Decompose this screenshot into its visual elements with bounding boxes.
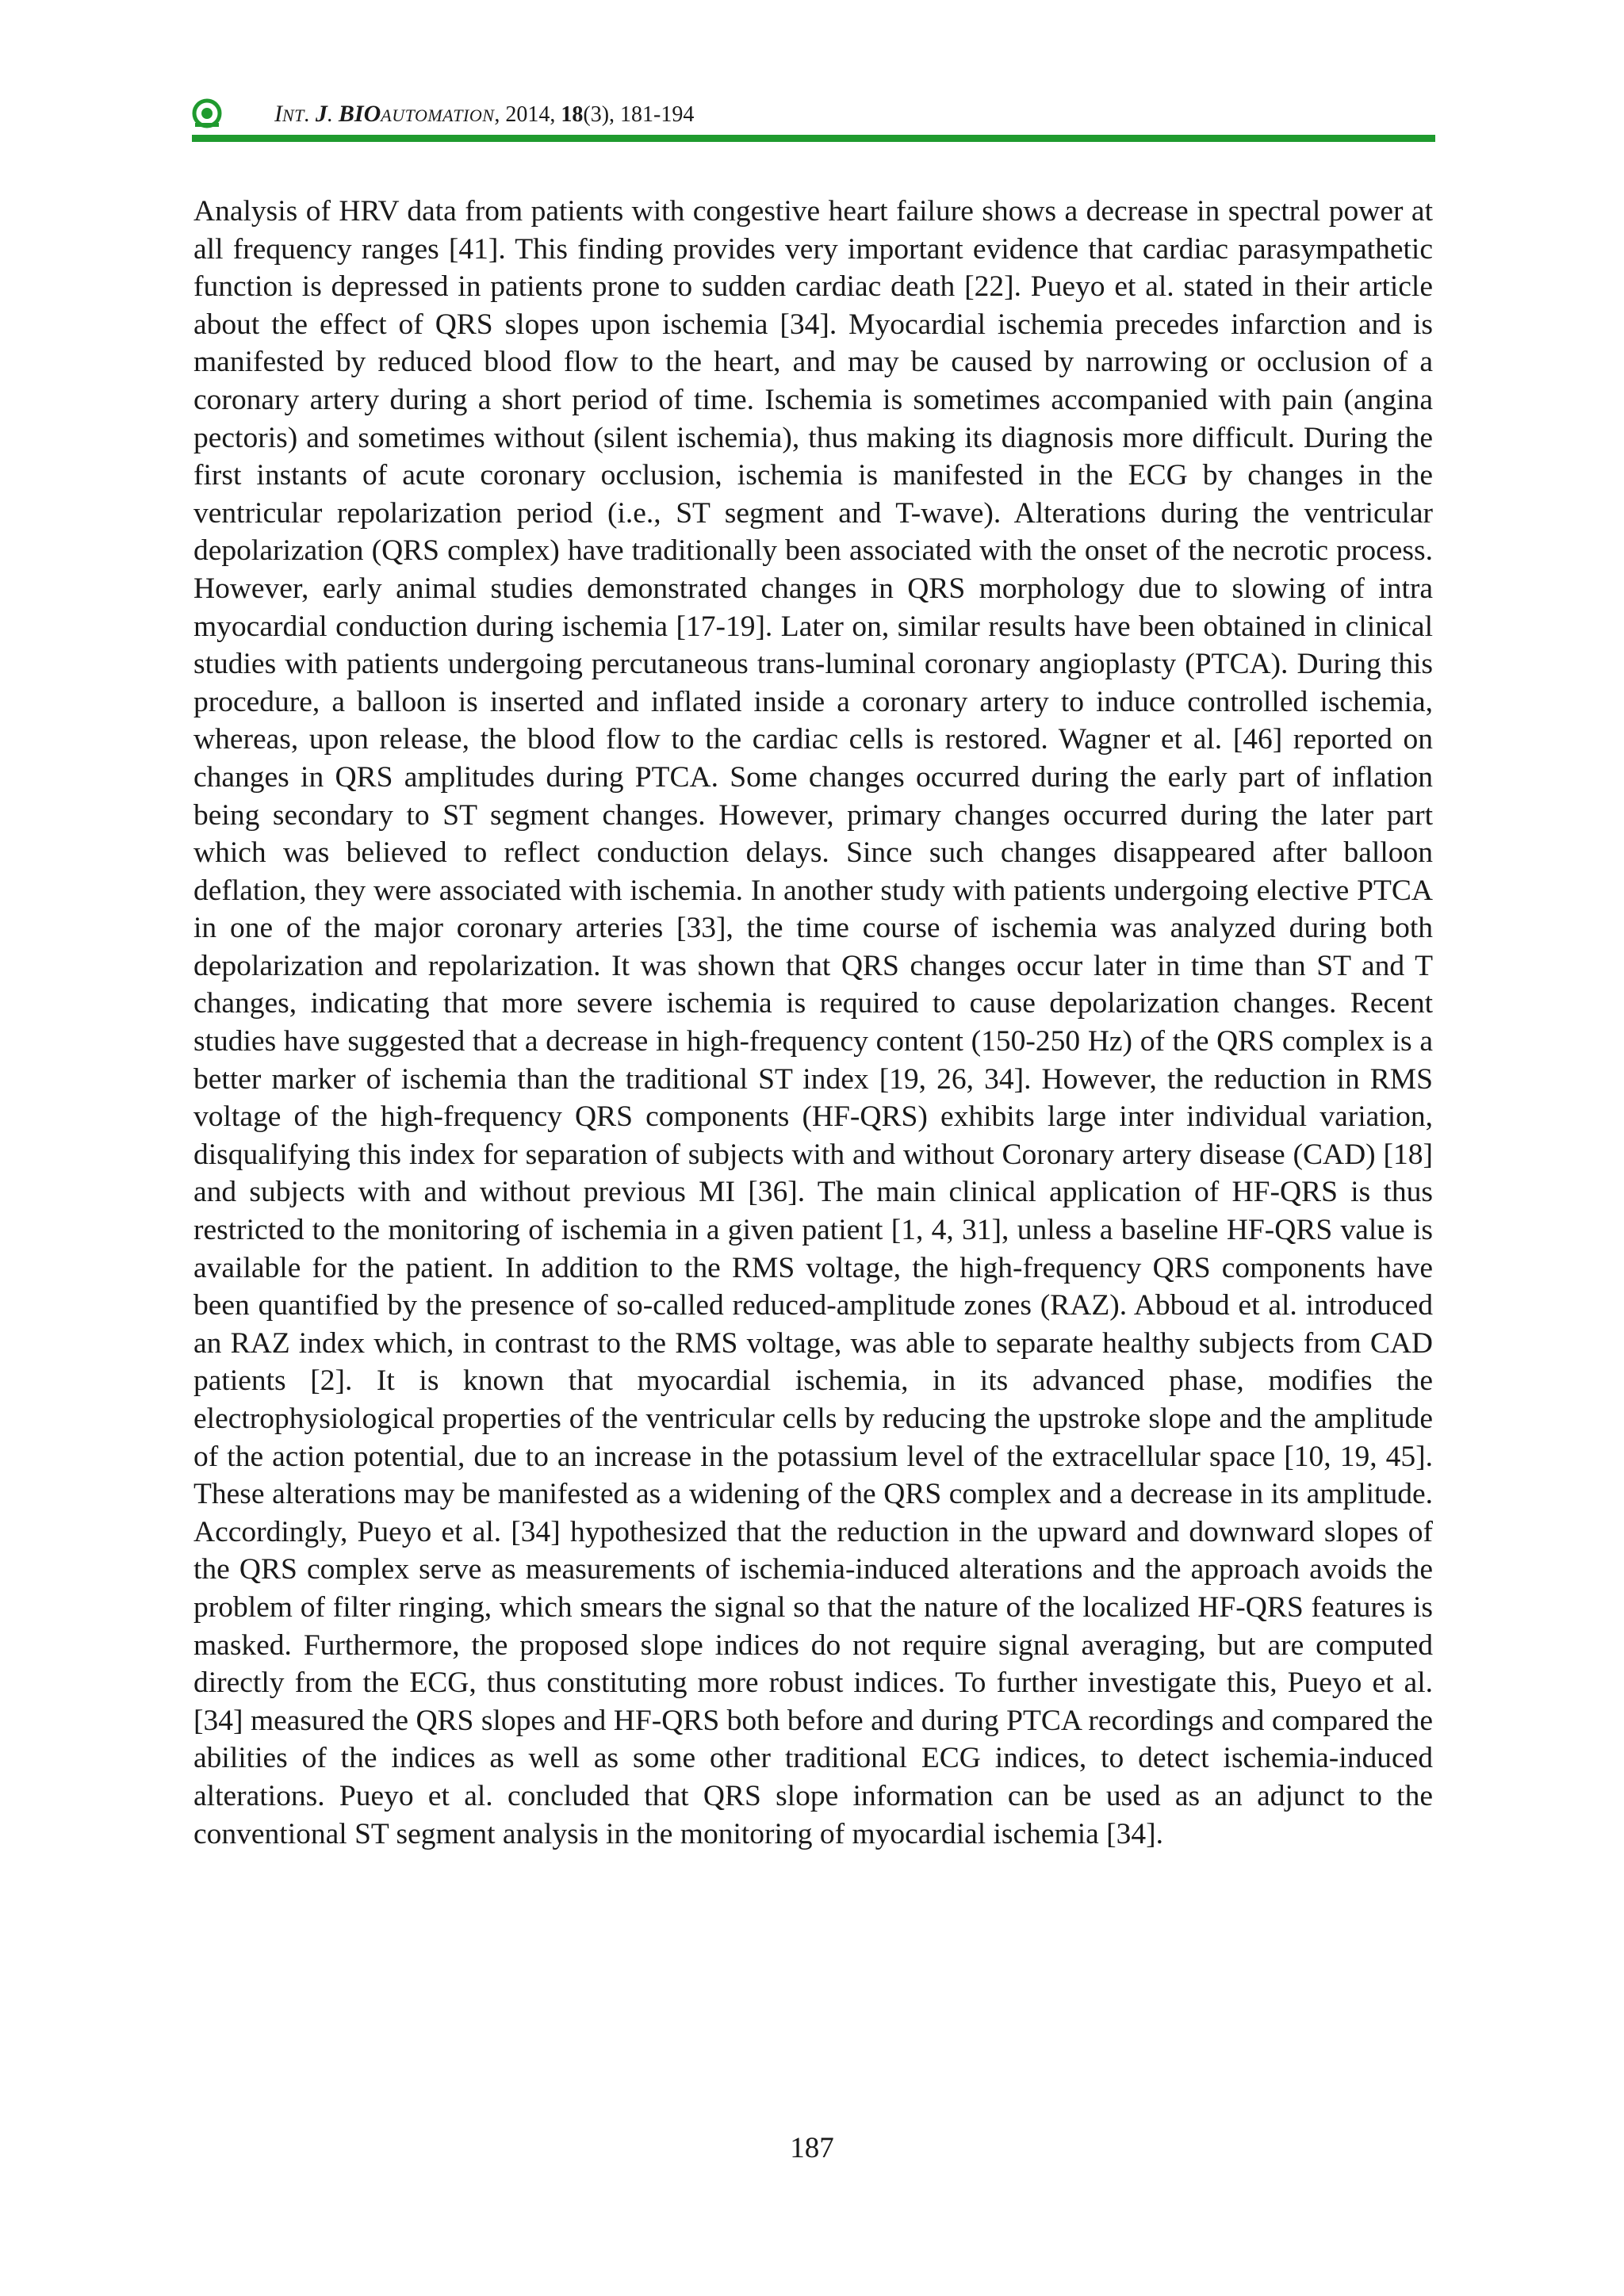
journal-citation (274, 100, 694, 130)
journal-volume: 18 (561, 102, 584, 127)
journal-year: , 2014, (494, 102, 561, 127)
journal-name: INT. J. BIOAUTOMATION (274, 101, 495, 127)
journal-logo-icon (192, 98, 222, 128)
body-paragraph: Analysis of HRV data from patients with congestive heart failure shows a decrease in spectral power at all frequency ranges [41]. This finding provides very important evidence that cardiac parasympathetic function is depressed in patients prone to sudden cardiac death [22]. Pueyo et al. stated in their article about the effect of QRS slopes upon ischemia [34]. Myocardial ischemia precedes infarction and is manifested by reduced blood flow to the heart, and may be caused by narrowing or occlusion of a coronary artery during a short period of time. Ischemia is sometimes accompanied with pain (angina pectoris) and sometimes without (silent ischemia), thus making its diagnosis more difficult. During the first instants of acute coronary occlusion, ischemia is manifested in the ECG by changes in the ventricular repolarization period (i.e., ST segment and T-wave). Alterations during the ventricular depolarization (QRS complex) have traditionally been associated with the onset of the necrotic process. However, early animal studies demonstrated changes in QRS morphology due to slowing of intra myocardial conduction during ischemia [17-19]. Later on, similar results have been obtained in clinical studies with patients undergoing percutaneous trans-luminal coronary angioplasty (PTCA). During this procedure, a balloon is inserted and inflated inside a coronary artery to induce controlled ischemia, whereas, upon release, the blood flow to the cardiac cells is restored. Wagner et al. [46] reported on changes in QRS amplitudes during PTCA. Some changes occurred during the early part of inflation being secondary to ST segment changes. However, primary changes occurred during the later part which was believed to reflect conduction delays. Since such changes disappeared after balloon deflation, they were associated with ischemia. In another study with patients undergoing elective PTCA in one of the major coronary arteries [33], the time course of ischemia was analyzed during both depolarization and repolarization. It was shown that QRS changes occur later in time than ST and T changes, indicating that more severe ischemia is required to cause depolarization changes. Recent studies have suggested that a decrease in high-frequency content (150-250 Hz) of the QRS complex is a better marker of ischemia than the traditional ST index [19, 26, 34]. However, the reduction in RMS voltage of the high-frequency QRS components (HF-QRS) exhibits large inter individual variation, disqualifying this index for separation of subjects with and without Coronary artery disease (CAD) [18] and subjects with and without previous MI [36]. The main clinical application of HF-QRS is thus restricted to the monitoring of ischemia in a given patient [1, 4, 31], unless a baseline HF-QRS value is available for the patient. In addition to the RMS voltage, the high-frequency QRS components have been quantified by the presence of so-called reduced-amplitude zones (RAZ). Abboud et al. introduced an RAZ index which, in contrast to the RMS voltage, was able to separate healthy subjects from CAD patients [2]. It is known that myocardial ischemia, in its advanced phase, modifies the electrophysiological properties of the ventricular cells by reducing the upstroke slope and the amplitude of the action potential, due to an increase in the potassium level of the extracellular space [10, 19, 45]. These alterations may be manifested as a widening of the QRS complex and a decrease in its amplitude. Accordingly, Pueyo et al. [34] hypothesized that the reduction in the upward and downward slopes of the QRS complex serve as measurements of ischemia-induced alterations and the approach avoids the problem of filter ringing, which smears the signal so that the nature of the localized HF-QRS features is masked. Furthermore, the proposed slope indices do not require signal averaging, but are computed directly from the ECG, thus constituting more robust indices. To further investigate this, Pueyo et al. [34] measured the QRS slopes and HF-QRS both before and during PTCA recordings and compared the abilities of the indices as well as some other traditional ECG indices, to detect ischemia-induced alterations. Pueyo et al. concluded that QRS slope information can be used as an adjunct to the conventional ST segment analysis in the monitoring of myocardial ischemia [34]. (193, 195, 1433, 1850)
page-number: 187 (790, 2132, 834, 2164)
running-header (192, 98, 1435, 138)
journal-issue-pages: (3), 181-194 (583, 102, 695, 127)
header-rule (192, 135, 1435, 142)
